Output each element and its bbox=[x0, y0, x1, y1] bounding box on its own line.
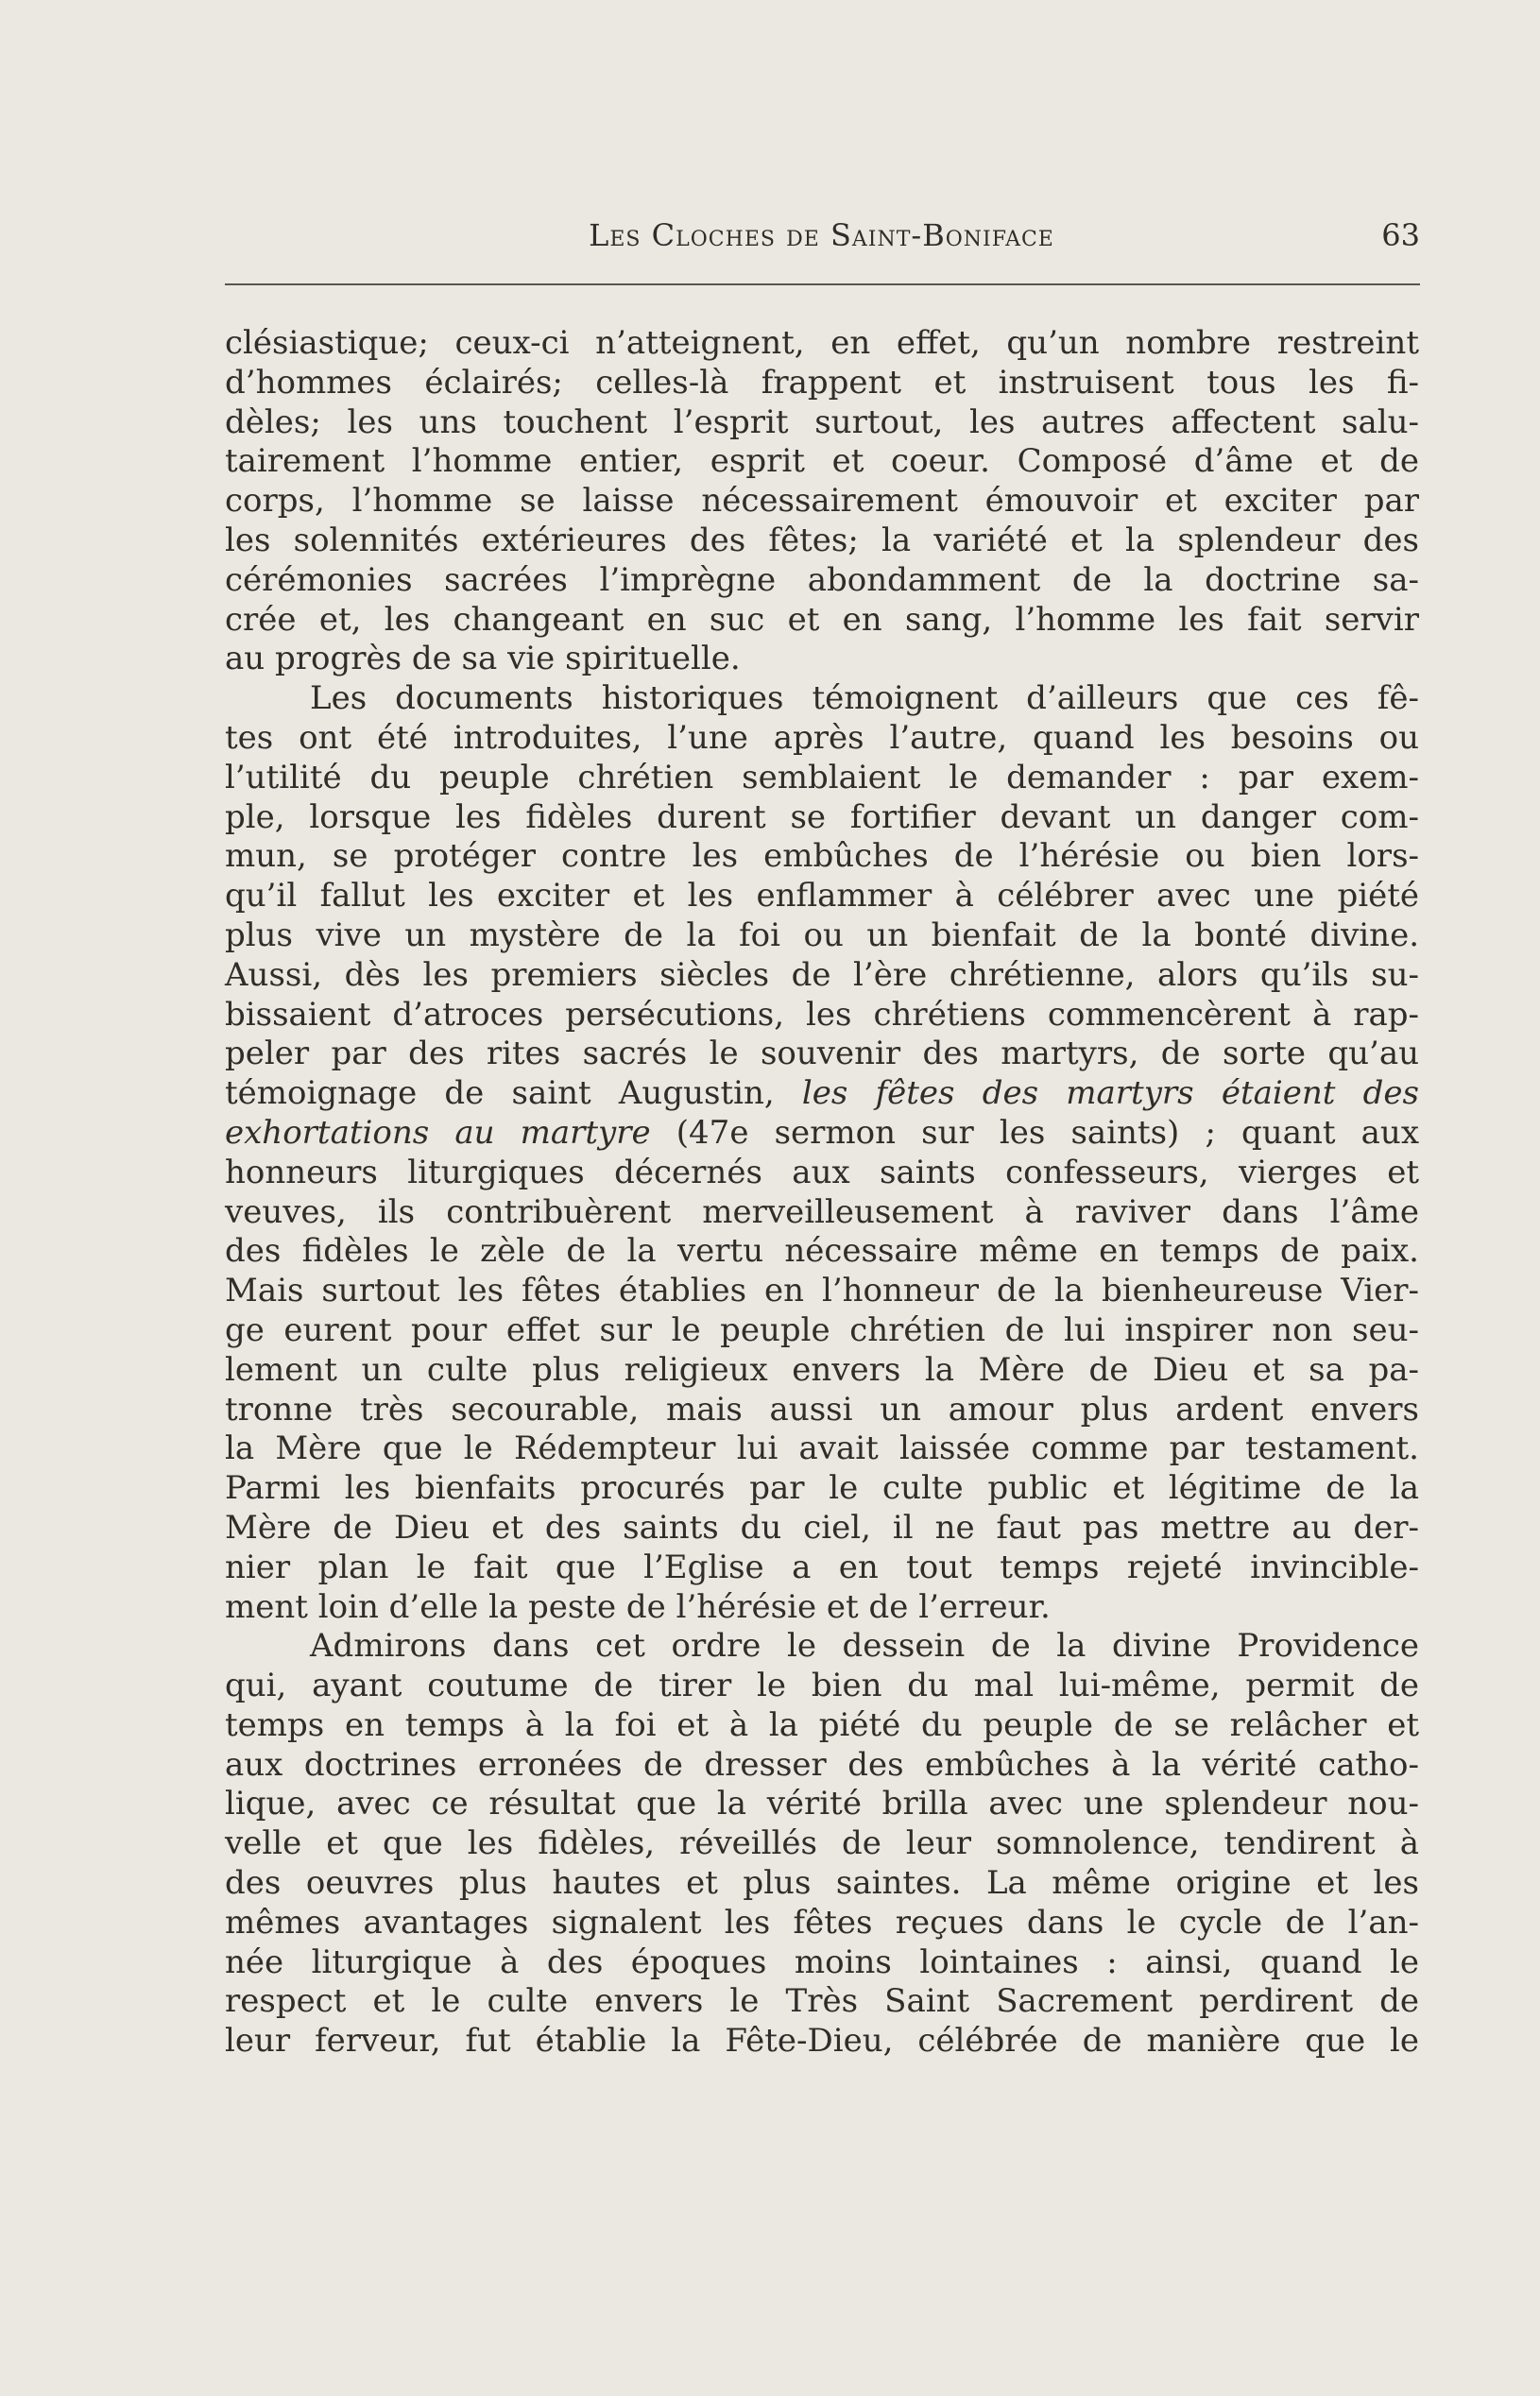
text-line: des oeuvres plus hautes et plus saintes. La même origine et les bbox=[225, 1864, 1419, 1903]
text-line: aux doctrines erronées de dresser des embûches à la vérité catho- bbox=[225, 1745, 1419, 1784]
text-line: corps, l’homme se laisse nécessairement émouvoir et exciter par bbox=[225, 482, 1419, 521]
text-line: cérémonies sacrées l’imprègne abondamment de la doctrine sa- bbox=[225, 560, 1419, 599]
text-line: qui, ayant coutume de tirer le bien du mal lui-même, permit de bbox=[225, 1667, 1419, 1705]
text-line: ple, lorsque les fidèles durent se fortifier devant un danger com- bbox=[225, 797, 1419, 836]
text-line: ge eurent pour effet sur le peuple chrétien de lui inspirer non seu- bbox=[225, 1310, 1419, 1349]
running-title: Les Cloches de Saint-Boniface bbox=[589, 217, 1054, 253]
text-line: temps en temps à la foi et à la piété du peuple de se relâcher et bbox=[225, 1705, 1419, 1744]
paragraph-1 bbox=[225, 324, 1419, 679]
text-line: les solennités extérieures des fêtes; la variété et la splendeur des bbox=[225, 521, 1419, 559]
page-header bbox=[223, 217, 1420, 259]
text-line: mun, se protéger contre les embûches de l’hérésie ou bien lors- bbox=[225, 837, 1419, 876]
text-line: qu’il fallut les exciter et les enflammer à célébrer avec une piété bbox=[225, 877, 1419, 916]
page-number: 63 bbox=[1381, 217, 1420, 253]
text-line: tes ont été introduites, l’une après l’autre, quand les besoins ou bbox=[225, 718, 1419, 757]
text-line: dèles; les uns touchent l’esprit surtout, les autres affectent salu- bbox=[225, 402, 1419, 441]
text-line: au progrès de sa vie spirituelle. bbox=[225, 640, 741, 678]
header-rule bbox=[225, 283, 1420, 285]
text-line: veuves, ils contribuèrent merveilleusement à raviver dans l’âme bbox=[225, 1192, 1419, 1231]
text-line: honneurs liturgiques décernés aux saints confesseurs, vierges et bbox=[225, 1153, 1419, 1191]
text-line: lique, avec ce résultat que la vérité brilla avec une splendeur nou- bbox=[225, 1785, 1419, 1823]
text-line: Parmi les bienfaits procurés par le culte public et légitime de la bbox=[225, 1469, 1419, 1508]
text-line: Mère de Dieu et des saints du ciel, il ne faut pas mettre au der- bbox=[225, 1508, 1419, 1547]
body-text bbox=[225, 324, 1419, 2062]
text-line: respect et le culte envers le Très Saint Sacrement perdirent de bbox=[225, 1982, 1419, 2021]
text-line: nier plan le fait que l’Eglise a en tout temps rejeté invincible- bbox=[225, 1548, 1419, 1586]
text-line: leur ferveur, fut établie la Fête-Dieu, célébrée de manière que le bbox=[225, 2022, 1419, 2061]
italic-citation: exhortations au martyre bbox=[225, 1113, 651, 1152]
paragraph-3 bbox=[225, 1627, 1419, 2062]
text-line-mixed bbox=[225, 1114, 1419, 1154]
text-line: mêmes avantages signalent les fêtes reçues dans le cycle de l’an- bbox=[225, 1903, 1419, 1942]
text-line: la Mère que le Rédempteur lui avait laissée comme par testament. bbox=[225, 1429, 1419, 1468]
text-line: Admirons dans cet ordre le dessein de la divine Providence bbox=[310, 1627, 1419, 1666]
text-line: peler par des rites sacrés le souvenir des martyrs, de sorte qu’au bbox=[225, 1035, 1419, 1073]
text-line: des fidèles le zèle de la vertu nécessaire même en temps de paix. bbox=[225, 1232, 1419, 1271]
text-line: lement un culte plus religieux envers la Mère de Dieu et sa pa- bbox=[225, 1350, 1419, 1389]
text-line-mixed bbox=[225, 1074, 1419, 1114]
text-line: l’utilité du peuple chrétien semblaient le demander : par exem- bbox=[225, 758, 1419, 796]
text-line: plus vive un mystère de la foi ou un bienfait de la bonté divine. bbox=[225, 916, 1419, 954]
text-line: Mais surtout les fêtes établies en l’honneur de la bienheureuse Vier- bbox=[225, 1272, 1419, 1310]
text-line: tairement l’homme entier, esprit et coeur. Composé d’âme et de bbox=[225, 442, 1419, 481]
text-segment: témoignage de saint Augustin, bbox=[225, 1074, 802, 1113]
text-line: tronne très secourable, mais aussi un amour plus ardent envers bbox=[225, 1390, 1419, 1429]
text-line: d’hommes éclairés; celles-là frappent et instruisent tous les fi- bbox=[225, 363, 1419, 402]
text-line: Les documents historiques témoignent d’ailleurs que ces fê- bbox=[310, 679, 1419, 718]
text-line: crée et, les changeant en suc et en sang, l’homme les fait servir bbox=[225, 600, 1419, 639]
text-line: ment loin d’elle la peste de l’hérésie et de l’erreur. bbox=[225, 1587, 1051, 1626]
text-line: Aussi, dès les premiers siècles de l’ère chrétienne, alors qu’ils su- bbox=[225, 955, 1419, 994]
paragraph-2 bbox=[225, 679, 1419, 1627]
text-line: née liturgique à des époques moins lointaines : ainsi, quand le bbox=[225, 1942, 1419, 1981]
text-line: velle et que les fidèles, réveillés de leur somnolence, tendirent à bbox=[225, 1824, 1419, 1863]
text-segment: (47e sermon sur les saints) ; quant aux bbox=[650, 1113, 1419, 1152]
text-line: clésiastique; ceux-ci n’atteignent, en effet, qu’un nombre restreint bbox=[225, 324, 1419, 362]
italic-citation: les fêtes des martyrs étaient des bbox=[801, 1074, 1419, 1113]
text-line: bissaient d’atroces persécutions, les chrétiens commencèrent à rap- bbox=[225, 995, 1419, 1034]
